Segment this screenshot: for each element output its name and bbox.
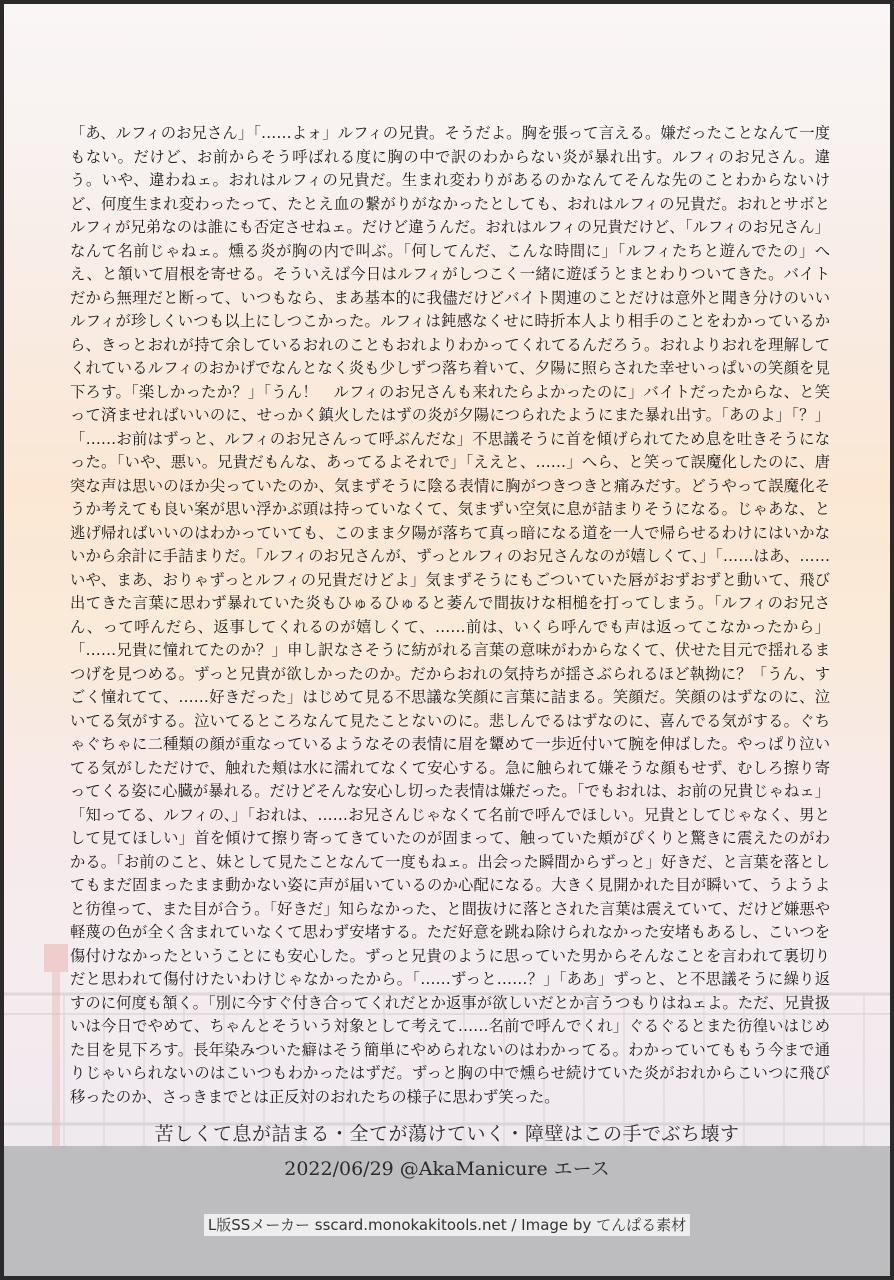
story-paragraph: 「あ、ルフィのお兄さん」「……よォ」ルフィの兄貴。そうだよ。胸を張って言える。嫌だったことなんて一度もない。だけど、お前からそう呼ばれる度に胸の中で訳のわからない炎が暴れ出す。ルフィのお兄さん。違う。いや、違わねェ。おれはルフィの兄貴だ。生まれ変わりがあるのかなんてそんな先のことわからないけど、何度生まれ変わったって、たとえ血の繋がりがなかったとしても、おれはルフィの兄貴だ。おれとサボとルフィが兄弟なのは誰にも否定させねェ。だけど違うんだ。おれはルフィの兄貴だけど、「ルフィのお兄さん」なんて名前じゃねェ。燻る炎が胸の内で叫ぶ。「何してんだ、こんな時間に」「ルフィたちと遊んでたの」へえ、と頷いて眉根を寄せる。そういえば今日はルフィがしつこく一緒に遊ぼうとまとわりついてきた。バイトだから無理だと断って、いつもなら、まあ基本的に我儘だけどバイト関連のことだけは意外と聞き分けのいいルフィが珍しくいつも以上にしつこかった。ルフィは鈍感なくせに時折本人より相手のことをわかっているから、きっとおれが持て余しているおれのこともおれよりわかってくれてるんだろう。おれよりおれを理解してくれているルフィのおかげでなんとなく炎も少しずつ落ち着いて、夕陽に照らされた幸せいっぱいの笑顔を見下ろす。「楽しかったか？」「うん！ ルフィのお兄さんも来れたらよかったのに」バイトだったからな、と笑って済ませればいいのに、せっかく鎮火したはずの炎が夕陽につられたようにまた暴れ出す。「あのよ」「？」「……お前はずっと、ルフィのお兄さんって呼ぶんだな」不思議そうに首を傾げられてため息を吐きそうになった。「いや、悪い。兄貴だもんな、あってるよそれで」「ええと、……」へら、と笑って誤魔化したのに、唐突な声は思いのほか尖っていたのか、気まずそうに陰る表情に胸がつきつきと痛みだす。どうやって誤魔化そうか考えても良い案が思い浮かぶ頭は持っていなくて、気まずい空気に息が詰まりそうになる。じゃあな、と逃げ帰ればいいのはわかっていても、このまま夕陽が落ちて真っ暗になる道を一人で帰らせるわけにはいかないから余計に手詰まりだ。「ルフィのお兄さんが、ずっとルフィのお兄さんなのが嬉しくて、」「……はあ、……いや、まあ、おりゃずっとルフィの兄貴だけどよ」気まずそうにもごついていた唇がおずおずと動いて、飛び出てきた言葉に思わず暴れていた炎もひゅるひゅると萎んで間抜けな相槌を打ってしまう。「ルフィのお兄さん、って呼んだら、返事してくれるのが嬉しくて、……前は、いくら呼んでも声は返ってこなかったから」「……兄貴に憧れてたのか？」申し訳なさそうに紡がれる言葉の意味がわからなくて、伏せた目元で揺れるまつげを見つめる。ずっと兄貴が欲しかったのか。だからおれの気持ちが揺さぶられるほど執拗に？「うん、すごく憧れてて、……好きだった」はじめて見る不思議な笑顔に言葉に詰まる。笑顔だ。笑顔のはずなのに、泣いてる気がする。泣いてるところなんて見たことないのに。悲しんでるはずなのに、喜んでる気がする。ぐちゃぐちゃに二種類の顔が重なっているようなその表情に眉を顰めて一歩近付いて腕を伸ばした。やっぱり泣いてる気がしただけで、触れた頬は水に濡れてなくて安心する。急に触られて嫌そうな顔もせず、むしろ擦り寄ってくる姿に心臓が暴れる。だけどそんな安心し切った表情は嫌だった。「でもおれは、お前の兄貴じゃねェ」「知ってる、ルフィの、」「おれは、……お兄さんじゃなくて名前で呼んでほしい。兄貴としてじゃなく、男として見てほしい」首を傾けて擦り寄ってきていたのが固まって、触っていた頬がぴくりと驚きに震えたのがわかる。「お前のこと、妹として見たことなんて一度もねェ。出会った瞬間からずっと」好きだ、と言葉を落としてもまだ固まったまま動かない姿に声が届いているのか心配になる。大きく見開かれた目が瞬いて、うようよと彷徨って、また目が合う。「好きだ」知らなかった、と間抜けに落とされた言葉は震えていて、だけど嫌悪や軽蔑の色が全く含まれていなくて思わず安堵する。ただ好意を跳ね除けられなかった安堵もあるし、こいつを傷付けなかったということにも安心した。ずっと兄貴のように思っていた男からそんなことを言われて裏切りだと思われて傷付けたいわけじゃなかったから。「……ずっと……？」「ああ」ずっと、と不思議そうに繰り返すのに何度も頷く。「別に今すぐ付き合ってくれだとか返事が欲しいだとか言うつもりはねェよ。ただ、兄貴扱いは今日でやめて、ちゃんとそういう対象として考えて……名前で呼んでくれ」ぐるぐるとまた彷徨いはじめた目を見下ろす。長年染みついた癖はそう簡単にやめられないのはわかってる。わかっていてももう今まで通りじゃいられないのはこいつもわかったはずだ。ずっと胸の中で燻らせ続けていた炎がおれからこいつに飛び移ったのか、さっきまでとは正反対のおれたちの様子に思わず笑った。 [70, 124, 830, 1106]
footer-credit-text: L版SSメーカー sscard.monokakitools.net / Image by てんぱる素材 [204, 1214, 690, 1236]
story-card [4, 4, 890, 1276]
footer-credit [4, 1214, 890, 1235]
story-text [70, 122, 830, 1109]
byline: 2022/06/29 @AkaManicure エース [284, 1158, 610, 1180]
tagline: 苦しくて息が詰まる・全てが蕩けていく・障壁はこの手でぶち壊す [154, 1123, 740, 1145]
